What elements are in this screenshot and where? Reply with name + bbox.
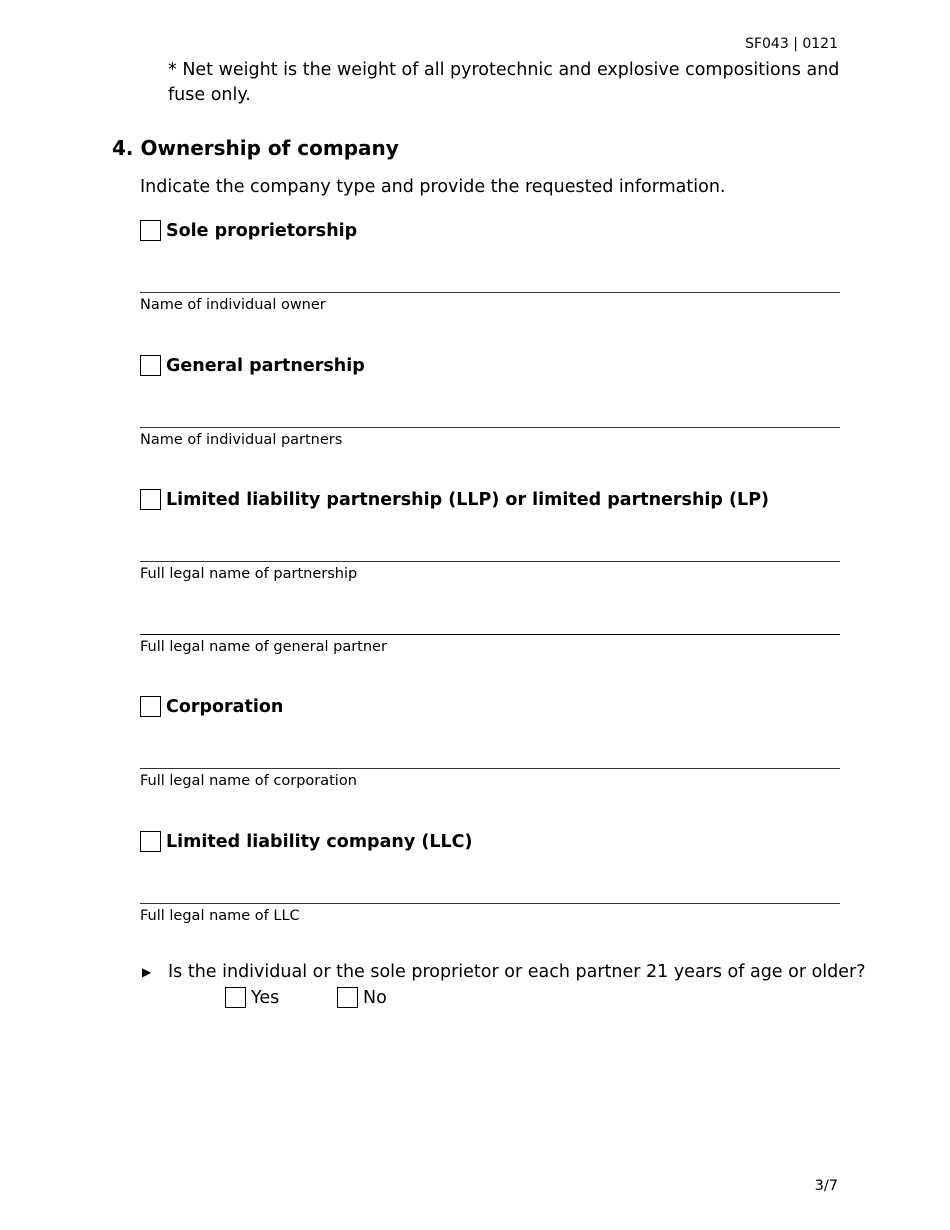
section-title: 4. Ownership of company — [112, 136, 399, 160]
llc-name-field[interactable] — [140, 903, 840, 904]
form-id: SF043 | 0121 — [745, 36, 838, 52]
age-yes-option[interactable] — [225, 987, 279, 1008]
age-no-checkbox[interactable] — [337, 987, 358, 1008]
section-instructions: Indicate the company type and provide the requested information. — [140, 177, 726, 197]
page-number: 3/7 — [814, 1178, 838, 1194]
sole-proprietorship-label: Sole proprietorship — [166, 220, 358, 241]
individual-owner-name-caption: Name of individual owner — [140, 297, 326, 313]
partnership-name-field[interactable] — [140, 561, 840, 562]
age-yes-label: Yes — [251, 987, 280, 1008]
partnership-name-caption: Full legal name of partnership — [140, 566, 358, 582]
age-question-text: Is the individual or the sole proprietor or each partner 21 years of age or older? — [168, 962, 866, 982]
corporation-label: Corporation — [166, 696, 284, 717]
age-no-label: No — [363, 987, 387, 1008]
individual-partners-name-caption: Name of individual partners — [140, 432, 343, 448]
sole-proprietorship-option[interactable] — [140, 220, 357, 241]
general-partnership-label: General partnership — [166, 355, 365, 376]
age-no-option[interactable] — [337, 987, 387, 1008]
net-weight-footnote: * Net weight is the weight of all pyrotechnic and explosive compositions and fuse only. — [168, 60, 840, 105]
individual-partners-name-field[interactable] — [140, 427, 840, 428]
corporation-option[interactable] — [140, 696, 283, 717]
triangle-bullet-icon: ▶ — [142, 965, 152, 979]
corporation-checkbox[interactable] — [140, 696, 161, 717]
llc-checkbox[interactable] — [140, 831, 161, 852]
sole-proprietorship-checkbox[interactable] — [140, 220, 161, 241]
general-partner-name-caption: Full legal name of general partner — [140, 639, 387, 655]
age-question — [142, 962, 866, 982]
llp-lp-checkbox[interactable] — [140, 489, 161, 510]
llp-lp-option[interactable] — [140, 489, 769, 510]
llc-option[interactable] — [140, 831, 473, 852]
llc-label: Limited liability company (LLC) — [166, 831, 473, 852]
general-partnership-option[interactable] — [140, 355, 365, 376]
llp-lp-label: Limited liability partnership (LLP) or limited partnership (LP) — [166, 489, 770, 510]
general-partner-name-field[interactable] — [140, 634, 840, 635]
corporation-name-field[interactable] — [140, 768, 840, 769]
general-partnership-checkbox[interactable] — [140, 355, 161, 376]
individual-owner-name-field[interactable] — [140, 292, 840, 293]
age-yes-checkbox[interactable] — [225, 987, 246, 1008]
corporation-name-caption: Full legal name of corporation — [140, 773, 357, 789]
llc-name-caption: Full legal name of LLC — [140, 908, 300, 924]
